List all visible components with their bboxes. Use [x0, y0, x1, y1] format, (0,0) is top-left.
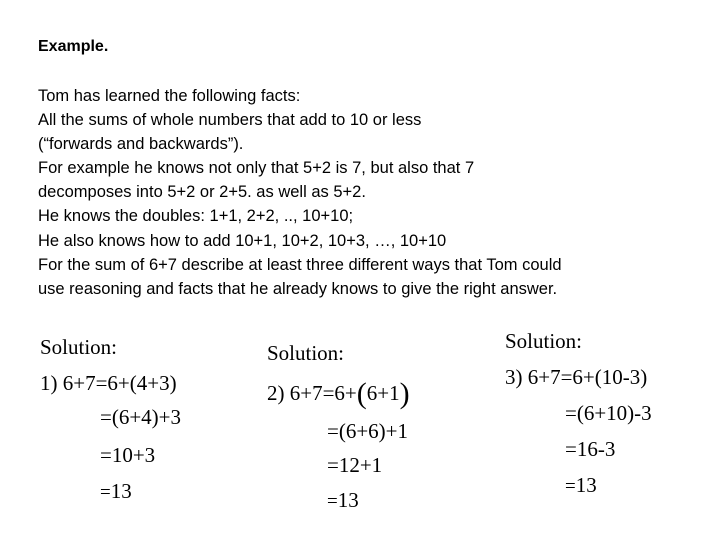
- solution-3-step-4: [565, 472, 597, 500]
- problem-line: use reasoning and facts that he already knows to give the right answer.: [38, 279, 558, 298]
- solution-3-heading: Solution:: [505, 329, 583, 353]
- solution-3-step-3: =16-3: [565, 437, 616, 461]
- solution-2-step-4: [327, 487, 359, 515]
- problem-line: He knows the doubles: 1+1, 2+2, .., 10+10;: [38, 207, 354, 226]
- solution-2-step-1: [267, 377, 410, 410]
- problem-line: (“forwards and backwards”).: [38, 135, 244, 154]
- example-title: Example.: [38, 38, 109, 55]
- solution-2: [267, 340, 487, 520]
- problem-line: Tom has learned the following facts:: [38, 87, 301, 105]
- solution-1: [40, 334, 240, 514]
- problem-line: All the sums of whole numbers that add to 10 or less: [38, 111, 422, 130]
- problem-line: He also knows how to add 10+1, 10+2, 10+3, …, 10+10: [38, 231, 447, 250]
- solution-2-answer: 13: [337, 488, 359, 512]
- problem-line: For the sum of 6+7 describe at least three different ways that Tom could: [38, 255, 562, 274]
- equals-sign: =: [565, 476, 576, 497]
- problem-line: For example he knows not only that 5+2 is 7, but also that 7: [38, 159, 475, 178]
- solution-2-step-3: =12+1: [327, 453, 383, 477]
- solution-2-step-1-inner: 6+1: [366, 381, 400, 405]
- problem-line: decomposes into 5+2 or 2+5. as well as 5+2.: [38, 183, 366, 202]
- solution-1-heading: Solution:: [40, 335, 118, 359]
- solution-2-heading: Solution:: [267, 341, 345, 365]
- problem-statement: [38, 84, 708, 301]
- solution-1-step-3: =10+3: [100, 443, 156, 467]
- solution-3: [505, 328, 715, 508]
- solution-3-step-1: 3) 6+7=6+(10-3): [505, 365, 648, 389]
- solution-1-step-2: =(6+4)+3: [100, 405, 182, 429]
- equals-sign: =: [100, 482, 111, 503]
- solution-1-step-1: 1) 6+7=6+(4+3): [40, 371, 177, 395]
- solution-3-step-2: =(6+10)-3: [565, 401, 652, 425]
- close-paren: ): [399, 377, 410, 410]
- open-paren: (: [356, 377, 367, 410]
- solution-2-step-1-prefix: 2) 6+7=6+: [267, 381, 357, 405]
- solution-1-step-4: [100, 478, 132, 506]
- solution-3-answer: 13: [575, 473, 597, 497]
- equals-sign: =: [327, 491, 338, 512]
- solution-2-step-2: =(6+6)+1: [327, 419, 409, 443]
- solution-1-answer: 13: [110, 479, 132, 503]
